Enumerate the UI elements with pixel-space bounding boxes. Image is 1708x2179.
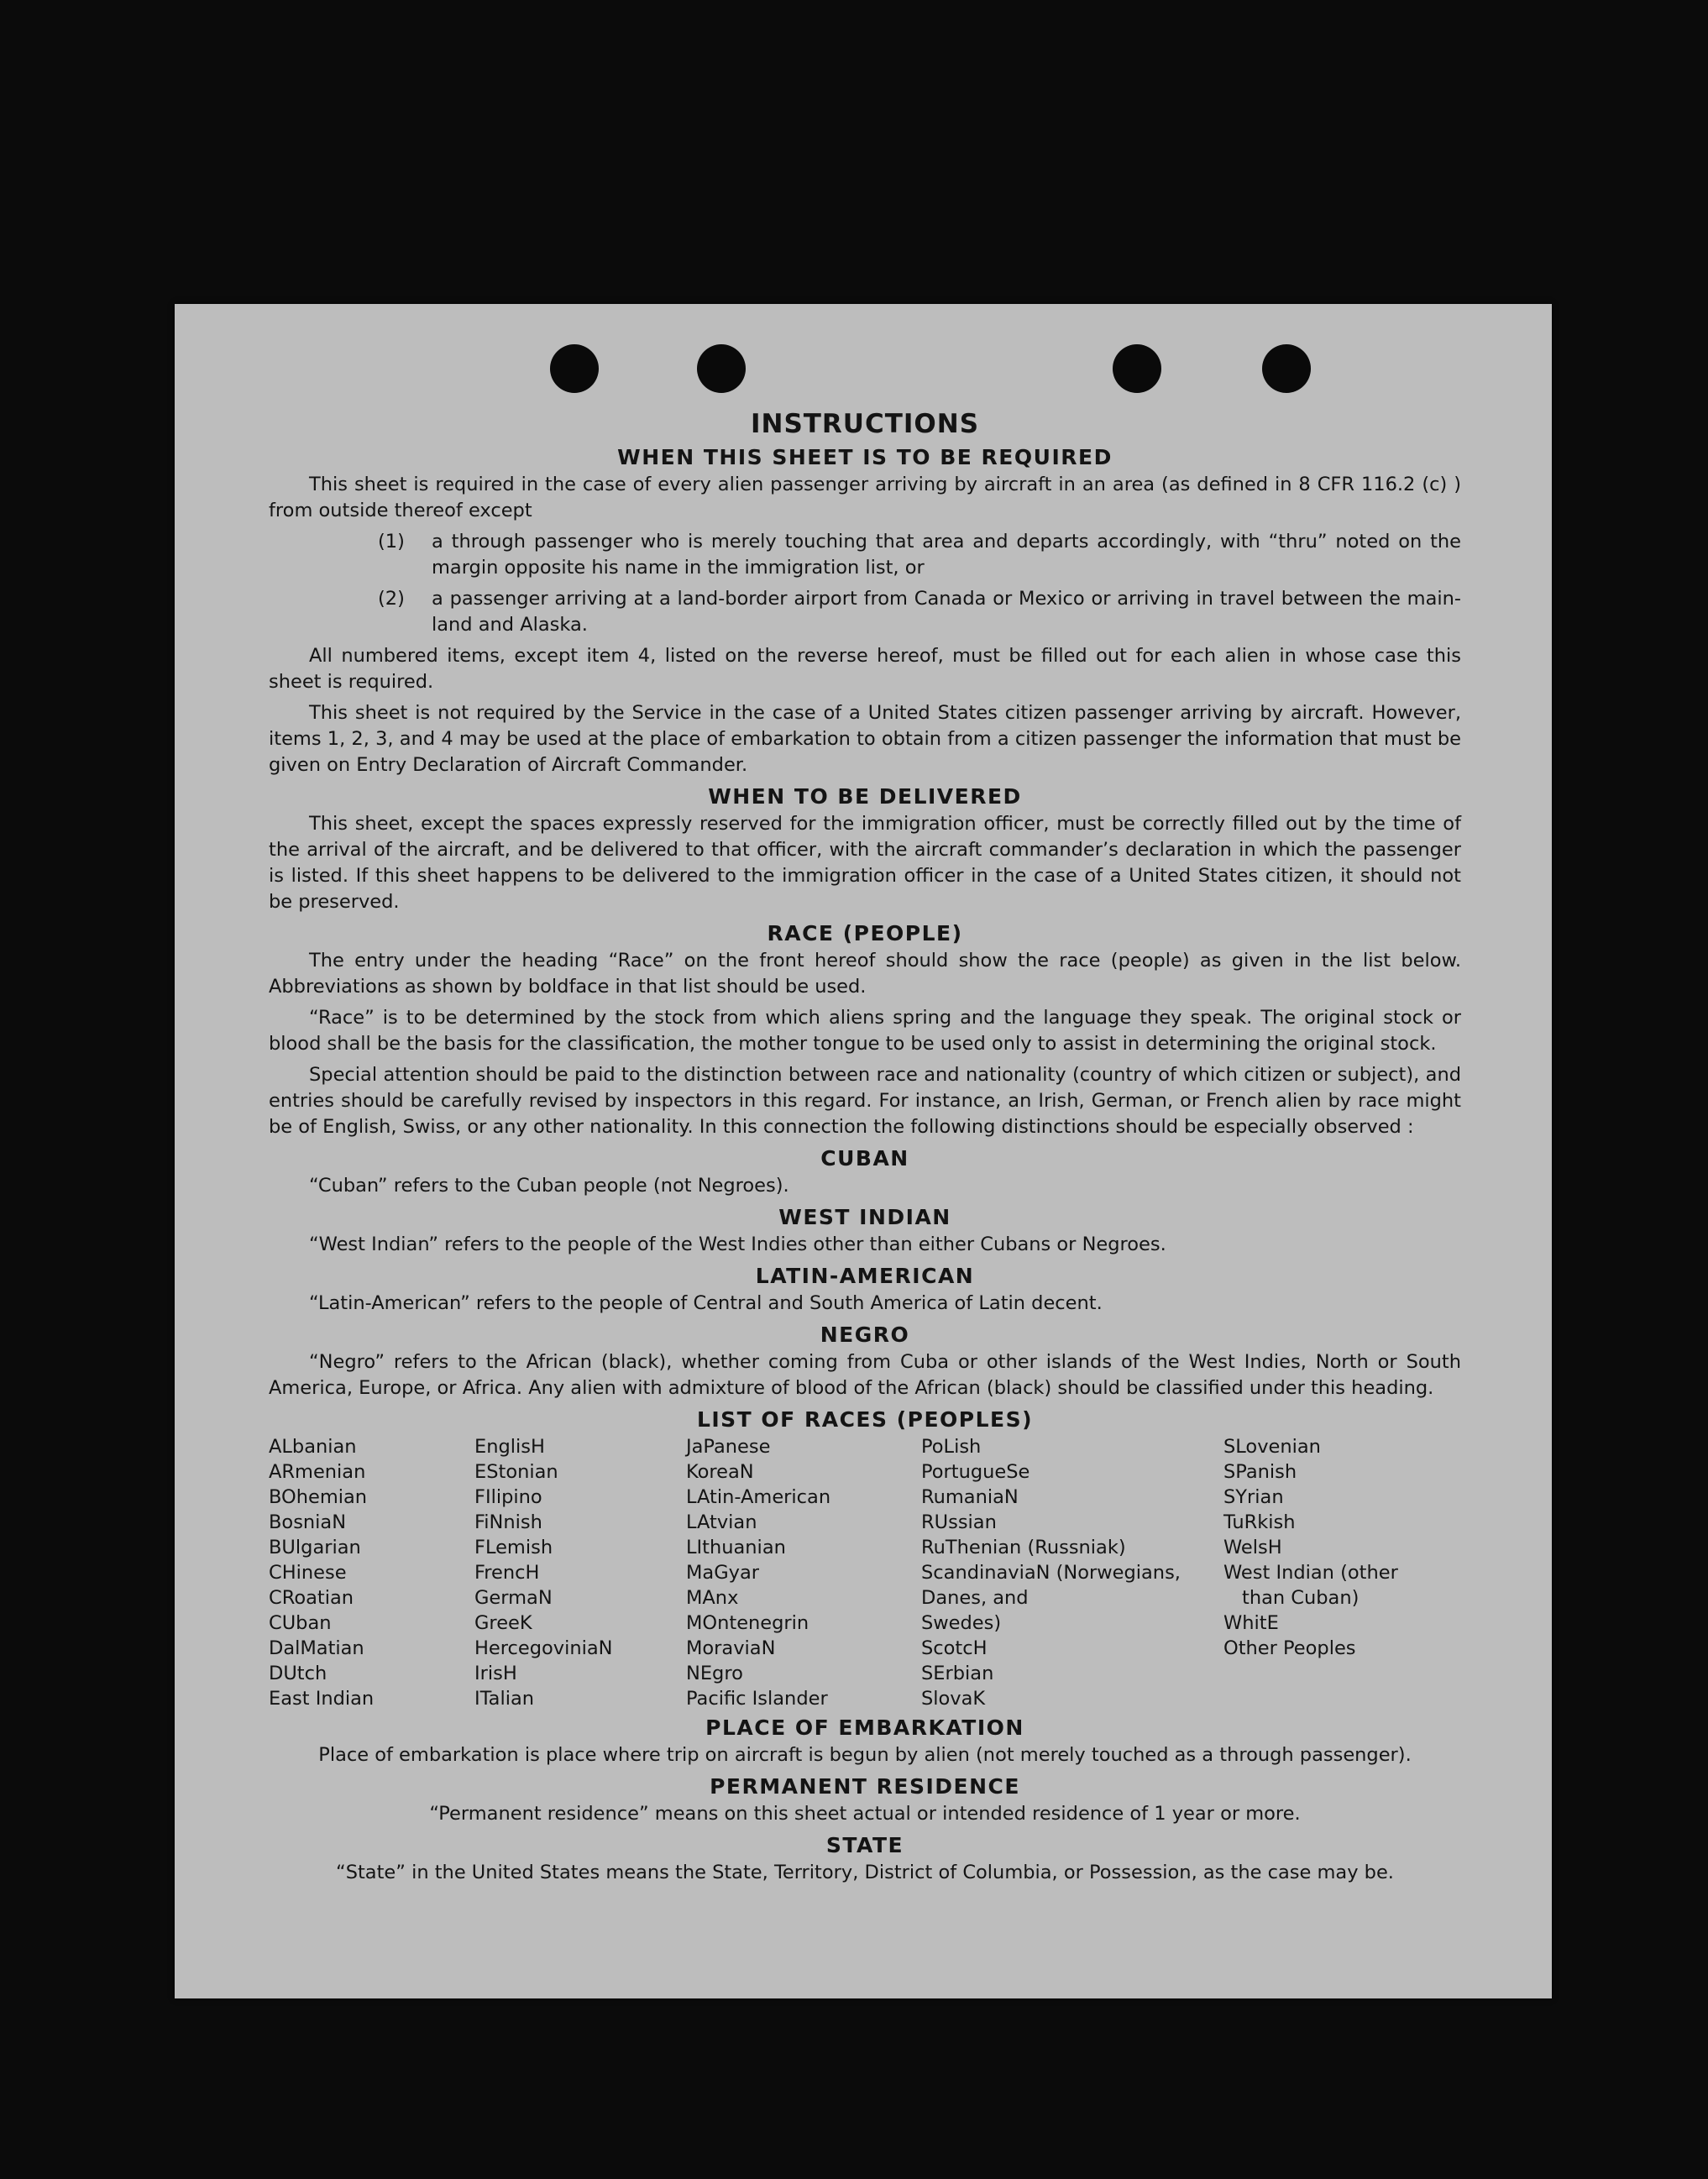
race-entry: CHinese (269, 1562, 347, 1584)
paragraph: “Latin-American” refers to the people of Central and South America of Latin decent. (309, 1292, 1103, 1314)
race-entry: SLovenian (1223, 1436, 1321, 1458)
race-entry: GermaN (474, 1587, 553, 1609)
race-entry: JaPanese (686, 1436, 771, 1458)
race-entry: RumaniaN (921, 1486, 1019, 1508)
race-entry: DUtch (269, 1663, 327, 1684)
list-item (269, 586, 1461, 638)
race-entry: Danes, and (921, 1587, 1029, 1609)
race-entry: LAtvian (686, 1511, 757, 1533)
paragraph: This sheet is not required by the Service in the case of a United States citizen passenger arriving by aircraft. However, items 1, 2, 3, and 4 may be used at the place of embarkation to obtain from a citizen passenger the information that must be given on Entry Declaration of Aircraft Commander. (269, 702, 1461, 776)
race-column (1223, 1434, 1425, 1711)
section-heading-delivered: WHEN TO BE DELIVERED (708, 784, 1022, 809)
instructions-content (269, 411, 1461, 1891)
race-entry: ITalian (474, 1688, 534, 1710)
race-entry: SYrian (1223, 1486, 1284, 1508)
punch-hole (550, 344, 599, 393)
section-heading-negro: NEGRO (820, 1323, 910, 1347)
race-entry: SlovaK (921, 1688, 986, 1710)
item-text: a through passenger who is merely touching that area and departs accordingly, with “thru” noted on the margin opposite his name in the immigration list, or (432, 531, 1461, 579)
race-entry: MaGyar (686, 1562, 759, 1584)
race-entry: FiNnish (474, 1511, 542, 1533)
paragraph: “Race” is to be determined by the stock from which aliens spring and the language they speak. The original stock or blood shall be the basis for the classification, the mother tongue to be used only to assist in determining the original stock. (269, 1007, 1461, 1055)
race-entry: GreeK (474, 1612, 532, 1634)
race-entry: IrisH (474, 1663, 517, 1684)
section-heading-race: RACE (PEOPLE) (767, 921, 963, 945)
race-entry: West Indian (other (1223, 1562, 1398, 1584)
race-entry: RuThenian (Russniak) (921, 1537, 1126, 1558)
section-heading-latin-american: LATIN-AMERICAN (755, 1264, 975, 1288)
race-column (474, 1434, 686, 1711)
punch-hole (697, 344, 746, 393)
race-entry: EStonian (474, 1461, 558, 1483)
paragraph: Special attention should be paid to the distinction between race and nationality (country of which citizen or subject), and entries should be carefully revised by inspectors in this regard. For instance, an Irish, German, or French alien by race might be of English, Swiss, or any other nationality. In this connection the following distinctions should be especially observed : (269, 1064, 1461, 1138)
section-heading-west-indian: WEST INDIAN (778, 1205, 951, 1229)
race-entry: BosniaN (269, 1511, 347, 1533)
race-entry: than Cuban) (1242, 1587, 1360, 1609)
list-item (269, 529, 1461, 581)
document-sheet (175, 304, 1552, 1998)
race-entry: MoraviaN (686, 1637, 776, 1659)
paragraph: “Permanent residence” means on this sheet actual or intended residence of 1 year or more. (429, 1803, 1301, 1825)
race-column (921, 1434, 1223, 1711)
item-number: (2) (378, 588, 405, 610)
race-entry: East Indian (269, 1688, 375, 1710)
race-entry: HercegoviniaN (474, 1637, 613, 1659)
race-entry: RUssian (921, 1511, 997, 1533)
race-entry: FLemish (474, 1537, 553, 1558)
race-list (269, 1434, 1461, 1711)
race-entry: SPanish (1223, 1461, 1297, 1483)
race-entry: TuRkish (1223, 1511, 1296, 1533)
paragraph: “West Indian” refers to the people of the West Indies other than either Cubans or Negroes. (309, 1234, 1166, 1255)
race-entry: CUban (269, 1612, 332, 1634)
item-text: a passenger arriving at a land-border airport from Canada or Mexico or arriving in travel between the main-land and Alaska. (432, 588, 1461, 636)
paragraph: This sheet is required in the case of every alien passenger arriving by aircraft in an area (as defined in 8 CFR 116.2 (c) ) from outside thereof except (269, 474, 1461, 521)
race-entry: ScandinaviaN (Norwegians, (921, 1562, 1181, 1584)
paragraph: Place of embarkation is place where trip on aircraft is begun by alien (not merely touched as a through passenger). (318, 1744, 1412, 1766)
paragraph: This sheet, except the spaces expressly reserved for the immigration officer, must be correctly filled out by the time of the arrival of the aircraft, and be delivered to that officer, with the aircraft commander’s declaration in which the passenger is listed. If this sheet happens to be delivered to the immigration officer in the case of a United States citizen, it should not be preserved. (269, 813, 1461, 913)
item-number: (1) (378, 531, 405, 553)
race-entry: Pacific Islander (686, 1688, 828, 1710)
race-entry: EnglisH (474, 1436, 545, 1458)
race-entry: MAnx (686, 1587, 739, 1609)
race-entry: DalMatian (269, 1637, 364, 1659)
race-entry: FrencH (474, 1562, 540, 1584)
race-entry: WelsH (1223, 1537, 1282, 1558)
paragraph: The entry under the heading “Race” on the front hereof should show the race (people) as given in the list below. Abbreviations as shown by boldface in that list should be used. (269, 950, 1461, 998)
paragraph: “State” in the United States means the State, Territory, District of Columbia, or Possession, as the case may be. (336, 1862, 1394, 1883)
section-heading-required: WHEN THIS SHEET IS TO BE REQUIRED (617, 445, 1113, 469)
page-title: INSTRUCTIONS (750, 409, 980, 439)
race-column (269, 1434, 474, 1711)
race-entry: CRoatian (269, 1587, 354, 1609)
section-heading-state: STATE (825, 1833, 904, 1857)
section-heading-residence: PERMANENT RESIDENCE (710, 1774, 1020, 1799)
paragraph: “Negro” refers to the African (black), whether coming from Cuba or other islands of the West Indies, North or South America, Europe, or Africa. Any alien with admixture of blood of the African (black) should be classified under this heading. (269, 1351, 1461, 1399)
race-entry: MOntenegrin (686, 1612, 809, 1634)
race-entry: Swedes) (921, 1612, 1002, 1634)
race-entry: KoreaN (686, 1461, 754, 1483)
race-entry: LIthuanian (686, 1537, 786, 1558)
race-entry: ALbanian (269, 1436, 357, 1458)
race-column (686, 1434, 921, 1711)
paragraph: “Cuban” refers to the Cuban people (not Negroes). (309, 1175, 789, 1197)
race-entry: ARmenian (269, 1461, 366, 1483)
race-entry: WhitE (1223, 1612, 1279, 1634)
punch-hole (1262, 344, 1311, 393)
section-heading-cuban: CUBAN (820, 1146, 909, 1171)
race-entry: LAtin-American (686, 1486, 831, 1508)
race-entry: FIlipino (474, 1486, 542, 1508)
section-heading-list-of-races: LIST OF RACES (PEOPLES) (696, 1407, 1034, 1432)
race-entry: BOhemian (269, 1486, 368, 1508)
race-entry: PortugueSe (921, 1461, 1030, 1483)
race-entry: NEgro (686, 1663, 743, 1684)
race-entry: ScotcH (921, 1637, 988, 1659)
race-entry: BUlgarian (269, 1537, 361, 1558)
race-entry: SErbian (921, 1663, 994, 1684)
race-entry: PoLish (921, 1436, 982, 1458)
race-entry: Other Peoples (1223, 1637, 1356, 1659)
punch-hole (1113, 344, 1161, 393)
section-heading-embarkation: PLACE OF EMBARKATION (705, 1715, 1024, 1740)
paragraph: All numbered items, except item 4, listed on the reverse hereof, must be filled out for each alien in whose case this sheet is required. (269, 645, 1461, 693)
